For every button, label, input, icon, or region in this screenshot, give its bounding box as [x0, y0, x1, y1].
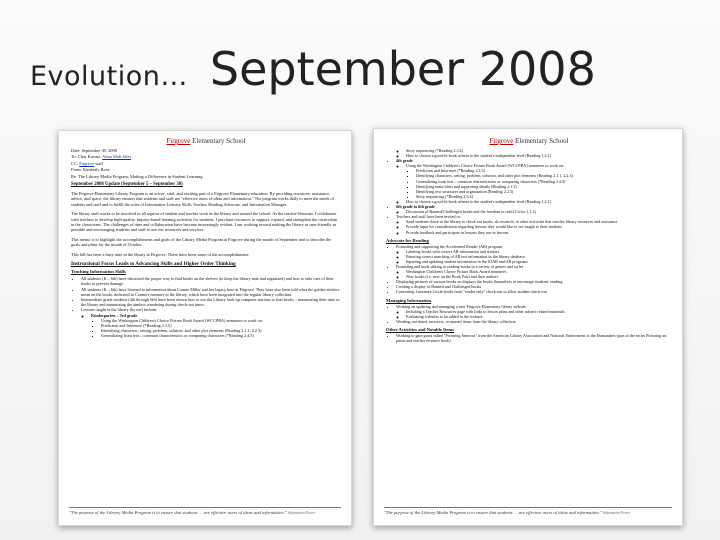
- list-item: ▪ Prediction and Inference (*Reading 2.3.5): [101, 323, 341, 328]
- school-heading: [386, 137, 672, 145]
- other-list: [386, 333, 672, 343]
- lessons-heading: Kindergarten – 3rd grade: [91, 312, 138, 318]
- advocate-item: Promoting and book talking or reading books in a variety of genres and styles: [396, 263, 524, 269]
- grade-6-heading: 6th grade to 6th grade: [396, 204, 435, 210]
- paragraph-2: The library staff works to be involved in all aspects of student and teacher work in the library and around the school. As the teacher-librarian, I collaborate with teachers to develop high-quality, inquiry-based learning activities for students. I purchase resources to support, expand, and strengthen the curriculum in the classrooms. The challenges of time and collaboration have become increasingly evident. I am working toward making the library as user-friendly as possible and encouraging students and staff to use our resources and services.: [71, 211, 338, 233]
- school-name: Firgrove: [489, 137, 514, 145]
- advocate-list: [386, 244, 672, 295]
- school-suffix: Elementary School: [513, 137, 569, 145]
- list-item: ◦ Inputting and updating student information in the STAR and AR programs: [406, 259, 672, 264]
- managing-list: [386, 304, 672, 324]
- paragraph-3: This memo is to highlight the accomplishments and goals of the Library Media Program at Firgrove during the month of September and to describe the goals and plans for the month of October.: [71, 236, 332, 248]
- footer-quote: [69, 507, 341, 517]
- paragraph-4: This fall has been a busy time in the library at Firgrove. These have been some of the accomplishments:: [71, 251, 250, 257]
- memo-cc-suffix: staff: [94, 160, 104, 166]
- skills-subheading: Teaching Information Skills: [71, 269, 126, 275]
- advocate-heading: Advocate for Reading: [386, 237, 429, 243]
- other-heading: Other Activities and Notable Items: [386, 326, 455, 332]
- school-suffix: Elementary School: [190, 137, 246, 145]
- update-title: September 2008 Update (September 5 – September 30): [71, 182, 183, 188]
- school-name: Firgrove: [166, 137, 191, 145]
- teachers-line: Teachers and staff have been invited to:: [396, 214, 461, 220]
- list-item: ▪ Generalizing from text – common characteristics or comparing characters (*Reading 2.4.5): [416, 179, 672, 184]
- list-item: [396, 244, 672, 264]
- list-item: ▪ Using the Washington Children's Choice Picture Book Award (WCCPBA) nominees to work on:: [101, 318, 341, 323]
- list-item: [406, 168, 672, 199]
- memo-cc-prefix: CC:: [71, 160, 80, 166]
- list-item: ▪ Story sequencing (*Reading 2.3.4): [416, 194, 672, 199]
- list-item: • Weeding out-dated, incorrect, or unused items from the library collection: [396, 319, 672, 324]
- list-item: ▪ Identifying main ideas and supporting details (Reading 2.1.3): [416, 184, 672, 189]
- list-item: ▪ Prediction and Inference (*Reading 2.3.5): [416, 168, 672, 173]
- slide-title: [30, 42, 596, 96]
- list-item: ◦ Washington Children's Choice Picture Book Award nominees: [406, 269, 672, 274]
- list-item: • Intermediate grade students (4th through 6th) have been shown how to use the Library look-up computer stations to find books – maximizing their time in the library and minimizing the aimless wandering during check-out times.: [81, 297, 341, 307]
- list-item: ◦ Provide feedback and participate in lessons they use in lessons: [406, 230, 672, 235]
- memo-from: From: Kimberly Rose: [71, 167, 110, 173]
- paragraph-1: The Firgrove Elementary Library Program is an active, vital, and exciting part of a Firgrove Elementary education. By providing resources, assistance, advice, and space, the library ensures that students and staff are "effective users of ideas and information." The program works daily to meet the needs of students and staff and to fulfill the roles of Information Literacy Skills Teacher, Reading Advocate, and Information Manager.: [71, 191, 334, 207]
- quote-source: Information Power: [287, 511, 316, 516]
- managing-item: Working on updating and managing a new Firgrove Elementary library website: [396, 303, 526, 309]
- list-item: [396, 158, 672, 204]
- memo-to-names: Alma Mali-Idler: [102, 154, 132, 160]
- slide-title-main: September 2008: [209, 42, 596, 96]
- skills-list: [71, 276, 341, 338]
- memo-page-2: [373, 128, 683, 526]
- list-item: • Creating a display of Banned and Challenged books: [396, 284, 672, 289]
- list-item: ◦ Labeling books with correct AR information and stickers: [406, 249, 672, 254]
- lessons-intro: Lessons taught in the library (by me) include:: [81, 307, 158, 313]
- list-item: • All students (K – 6th) have listened to information about Connie Miller and her legacy here at Firgrove. They have also been told what the golden stickers mean on the books dedicated in Connie's memory to the library, which have been integrated into the regular library collection.: [81, 287, 341, 297]
- memo-date: Date: September 30, 2008: [71, 148, 117, 153]
- list-item: ◦ Ensuring correct matching of AR test information in the library database: [406, 254, 672, 259]
- memo-header: [71, 148, 341, 180]
- list-item: • Displaying pictures of various books on displays the books themselves to encourage students' reading: [396, 279, 672, 284]
- list-item: • All students (K – 6th) have discussed the proper way to find books on the shelves (to keep the library neat and organized) and how to take care of their books to prevent damage.: [81, 276, 341, 286]
- grade-4-heading: 4th grade: [396, 158, 413, 164]
- list-item: ▪ Identifying characters, setting, problem, solution, and other plot elements (Reading 2.1.1, 2.2.3): [101, 328, 341, 333]
- list-item: ◦ Discussion of Banned/Challenged books and the freedom to read (Civics 1.1.2): [406, 209, 672, 214]
- list-item: • Converting Literature Circle books from "reader only" check-out to allow student check-out: [396, 289, 672, 294]
- list-item: ◦ New books (i.e. new on the Book Fair) and their authors: [406, 274, 672, 279]
- list-item: ◦ How to choose a good-fit book at/near to the student's independent level (Reading 1.2.1): [406, 199, 672, 204]
- memo-re: Re: The Library Media Program: Making a Difference in Student Learning: [71, 173, 203, 179]
- managing-heading: Managing Information: [386, 297, 432, 303]
- list-item: [396, 304, 672, 319]
- quote-text: "The purpose of the Library Media Program is to ensure that students … are effective users of ideas and information.": [69, 510, 287, 516]
- list-item: ◦ Story sequencing (*Reading 2.3.4): [406, 148, 672, 153]
- quote-text: "The purpose of the Library Media Program is to ensure that students … are effective users of ideas and information.": [384, 510, 602, 516]
- slide-title-prefix: Evolution…: [30, 61, 188, 92]
- memo-to-prefix: To: Char Krouse,: [71, 154, 103, 160]
- list-item: ◦ Evaluating websites to be added to the website: [406, 314, 672, 319]
- list-item: ◦ Send students down to the library to check out books, do research, or other activities that involve library resources and assistance: [406, 219, 672, 224]
- list-item: [396, 148, 672, 158]
- memo-page-1: [58, 130, 352, 526]
- list-item: ◦ Using the Washington Children's Choice Picture Book Award (WCCPBA) nominees to work on:: [406, 163, 672, 168]
- list-item: [81, 307, 341, 338]
- list-item: ◦ Including a Teacher Resources page with links to lesson plans and other subject related materials: [406, 309, 672, 314]
- list-item: • Working to gain grant called "Picturing America" from the American Library Association and National Endowment of the Humanities (part of the series Picturing art prints and teacher resource book): [396, 333, 672, 343]
- focus-heading: Instructional Focus Leads to Advancing Skills and Higher Order Thinking: [71, 261, 236, 268]
- advocate-item: Promoting and supporting the Accelerated Reader (AR) program: [396, 243, 503, 249]
- list-item: [91, 313, 341, 339]
- list-item: [396, 264, 672, 279]
- list-item: ▪ Generalizing from text – common characteristics or comparing characters (*Reading 2.4.5): [101, 333, 341, 338]
- list-item: [396, 204, 672, 214]
- continued-list: [386, 148, 672, 235]
- list-item: ▪ Identifying text structures and organization (Reading 2.2.5): [416, 189, 672, 194]
- footer-quote: [384, 507, 672, 517]
- list-item: ◦ How to choose a good-fit book at/near to the student's independent level (Reading 1.2.1): [406, 153, 672, 158]
- list-item: ◦ Provide input for consideration regarding lessons they would like to see taught to their students: [406, 224, 672, 229]
- list-item: [396, 214, 672, 234]
- list-item: ▪ Identifying characters, setting, problem, solution, and other plot elements (Reading 2.1.1, 2.2.3): [416, 173, 672, 178]
- memo-cc-name: Firgrove: [79, 160, 95, 166]
- quote-source: Information Power: [602, 511, 631, 516]
- school-heading: [71, 137, 341, 145]
